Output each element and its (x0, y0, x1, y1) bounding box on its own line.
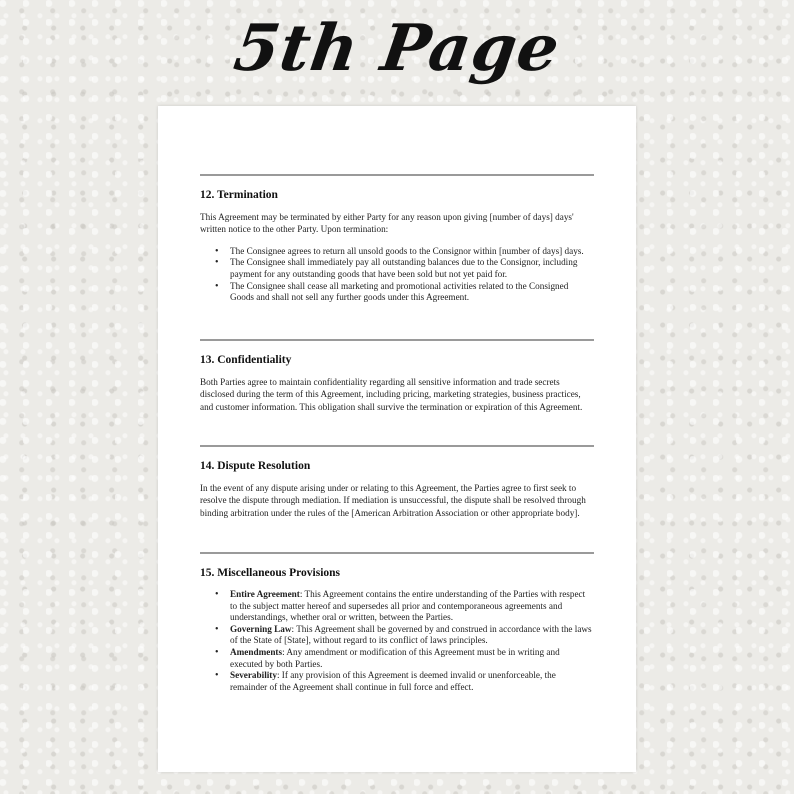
item-term: Amendments (230, 646, 283, 657)
section-divider (200, 445, 594, 447)
item-term: Severability (230, 670, 277, 681)
item-text: : If any provision of this Agreement is deemed invalid or unenforceable, the remainder of the Agreement shall continue in full force and effect. (230, 670, 556, 692)
termination-list (200, 246, 594, 304)
section-confidentiality (200, 339, 594, 413)
section-divider (200, 174, 594, 176)
section-heading: 12. Termination (200, 189, 278, 201)
list-item: • The Consignee agrees to return all unsold goods to the Consignor within [number of days] days. (230, 246, 594, 258)
page-title: 5th Page (229, 11, 565, 86)
list-item (230, 670, 594, 693)
list-item: • The Consignee shall cease all marketing and promotional activities related to the Consigned Goods and shall not sell any further goods under this Agreement. (230, 281, 594, 304)
section-paragraph: Both Parties agree to maintain confidentiality regarding all sensitive information and trade secrets disclosed during the term of this Agreement, including pricing, marketing strategies, business practices, and customer information. This obligation shall survive the termination or expiration of this Agreement. (200, 377, 583, 412)
list-item: • The Consignee shall immediately pay all outstanding balances due to the Consignor, including payment for any outstanding goods that have been sold but not yet paid for. (230, 257, 594, 280)
list-item (230, 647, 594, 670)
miscellaneous-list (200, 589, 594, 693)
item-term: Governing Law (230, 623, 292, 634)
item-text: : This Agreement shall be governed by and construed in accordance with the laws of the State of [State], without regard to its conflict of laws principles. (230, 623, 592, 646)
section-paragraph: In the event of any dispute arising under or relating to this Agreement, the Parties agree to first seek to resolve the dispute through mediation. If mediation is unsuccessful, the dispute shall be resolved through binding arbitration under the rules of the [American Arbitration Association or other appropriate body]. (200, 483, 586, 518)
list-item (230, 589, 594, 624)
section-miscellaneous (200, 552, 594, 693)
item-term: Entire Agreement (230, 589, 300, 599)
section-heading: 13. Confidentiality (200, 354, 292, 366)
section-termination (200, 174, 594, 304)
section-divider (200, 339, 594, 341)
section-paragraph: This Agreement may be terminated by either Party for any reason upon giving [number of days] days' written notice to the other Party. Upon termination: (200, 212, 574, 235)
section-heading: 15. Miscellaneous Provisions (200, 567, 341, 579)
list-item (230, 624, 594, 647)
item-text: : Any amendment or modification of this Agreement must be in writing and executed by both Parties. (230, 646, 560, 669)
section-divider (200, 552, 594, 554)
section-dispute-resolution (200, 445, 594, 519)
section-heading: 14. Dispute Resolution (200, 460, 311, 472)
document-page (158, 106, 636, 772)
item-text: : This Agreement contains the entire understanding of the Parties with respect to the subject matter hereof and supersedes all prior and contemporaneous agreements and understandings, whether oral or written, between the Parties. (230, 589, 586, 623)
